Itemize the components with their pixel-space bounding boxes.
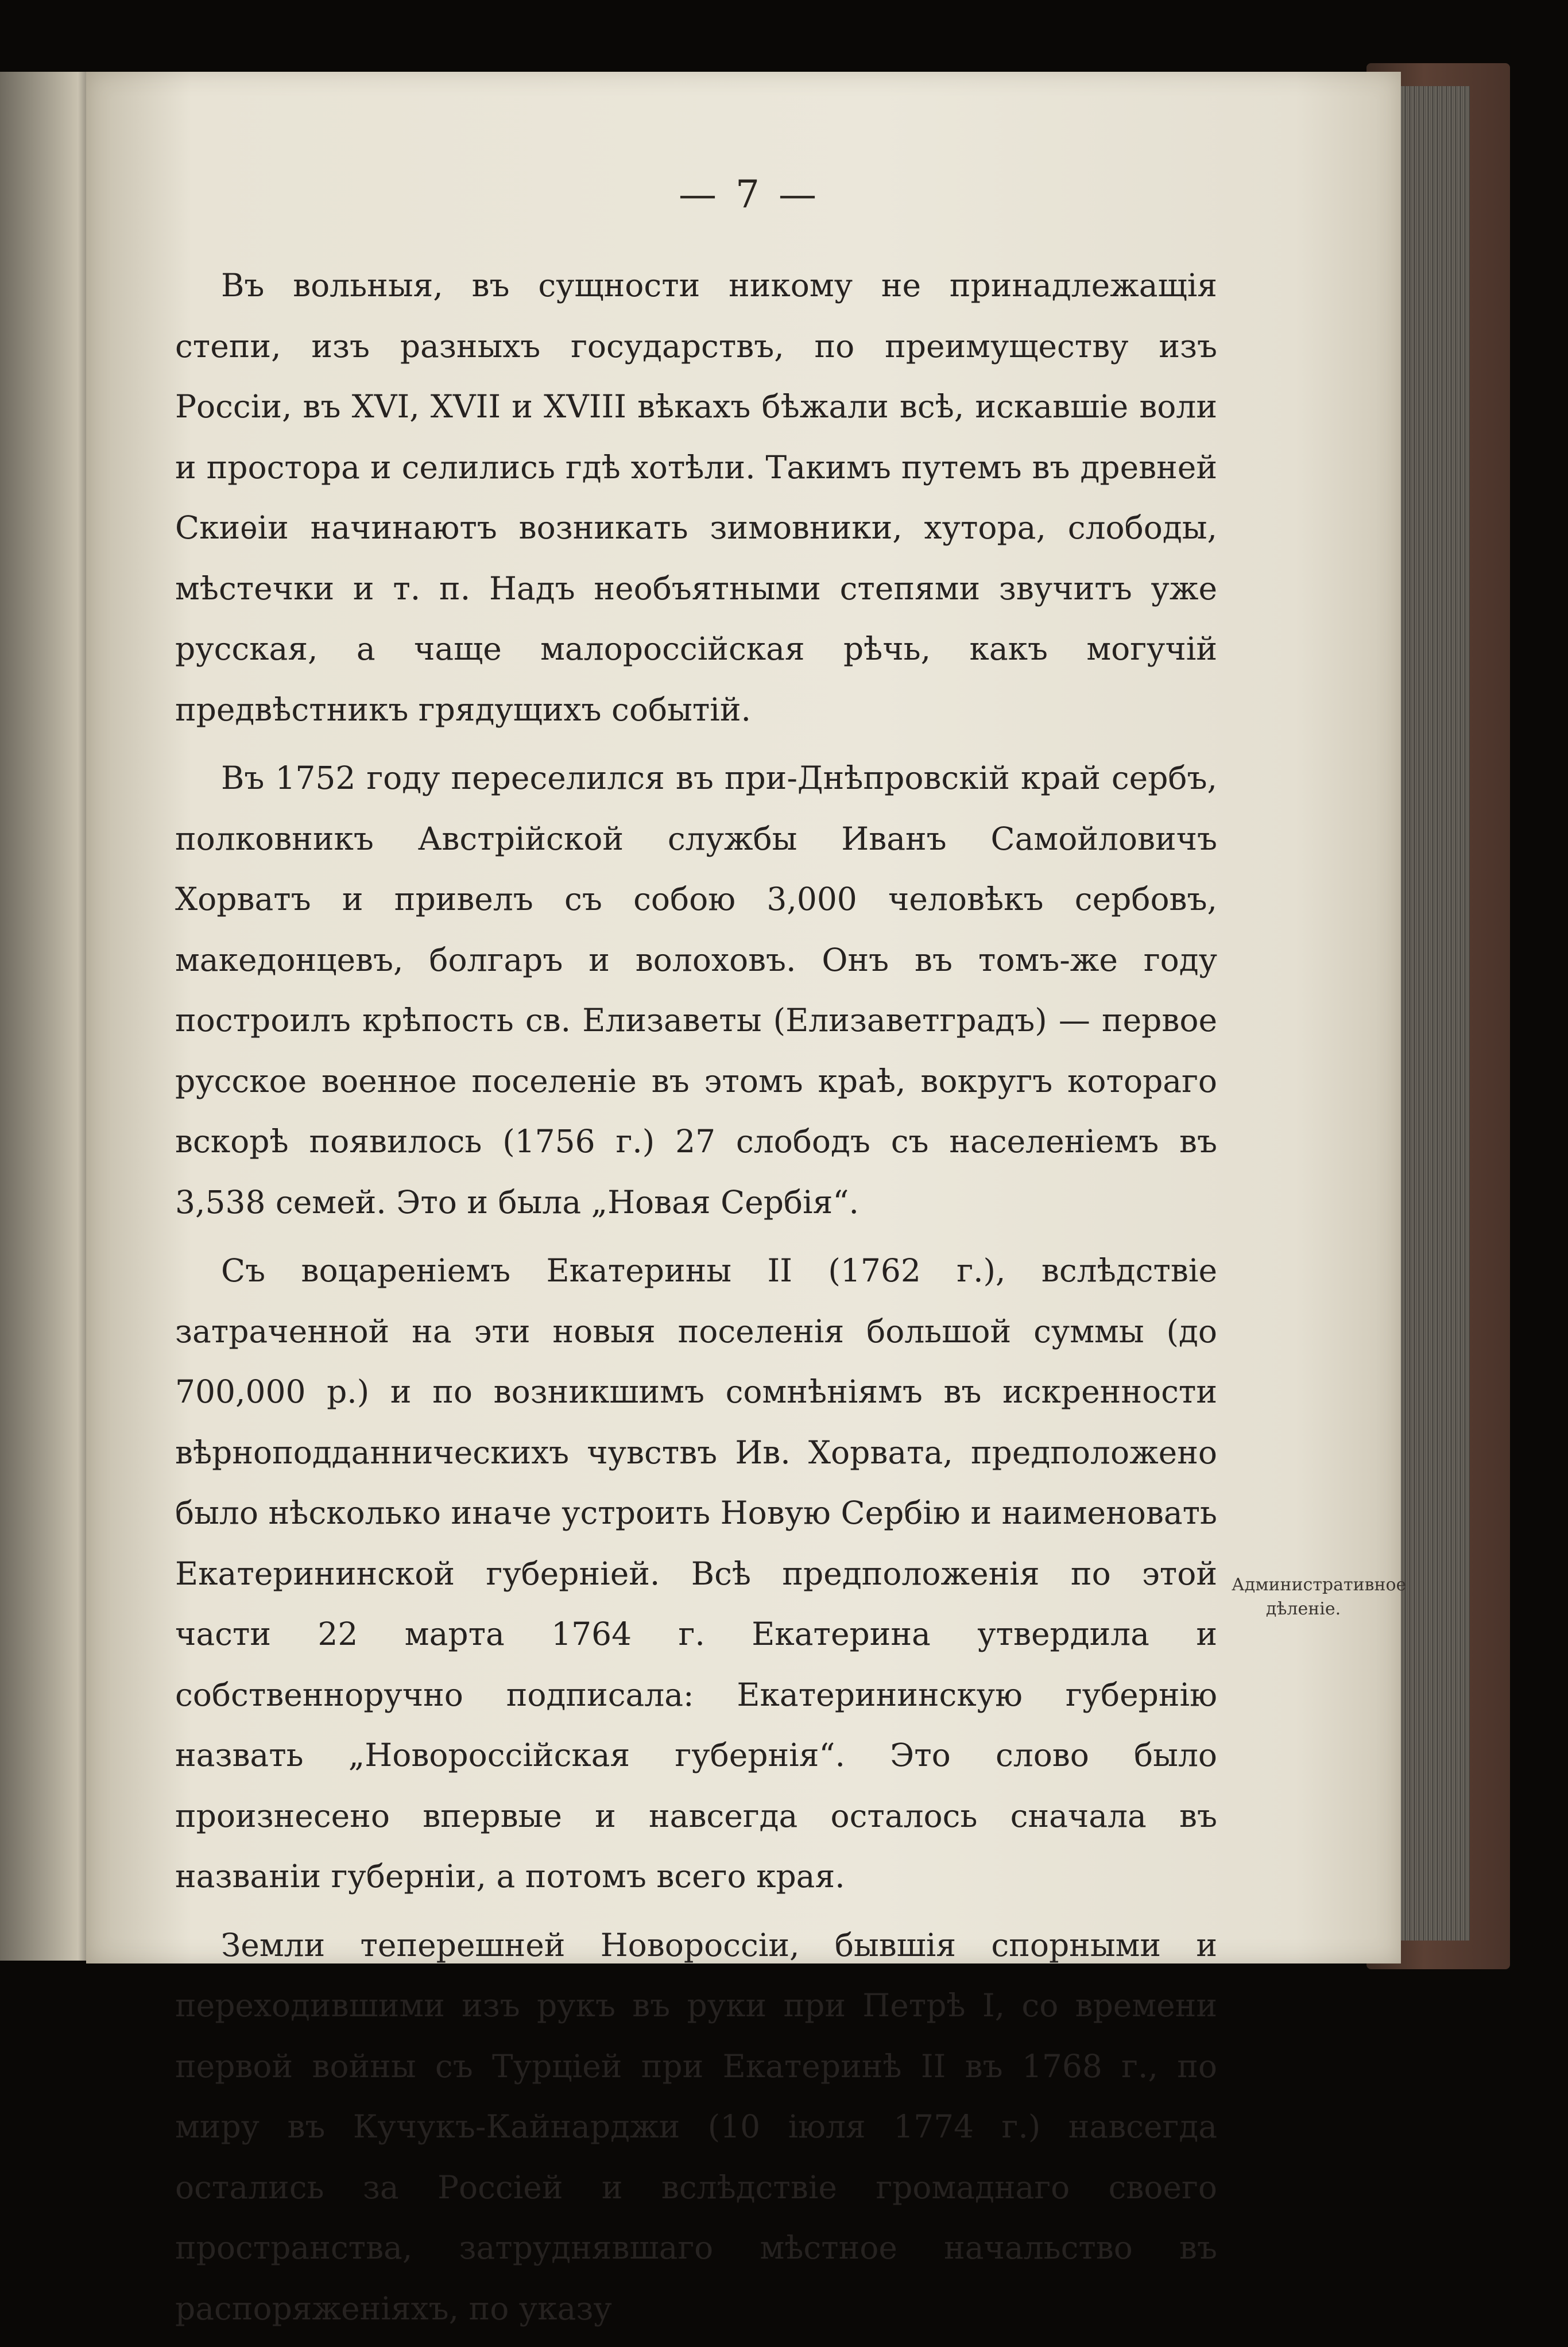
left-page-edge xyxy=(0,72,92,1961)
paragraph: Въ 1752 году переселился въ при-Днѣпровскій край сербъ, полковникъ Австрійской службы Иванъ Самойловичъ Хорватъ и привелъ съ собою 3,000 человѣкъ сербовъ, македонцевъ, болгаръ и волоховъ. Онъ въ томъ-же году построилъ крѣпость св. Елизаветы (Елизаветградъ) — первое русское военное поселеніе въ этомъ краѣ, вокругъ котораго вскорѣ появилось (1756 г.) 27 слободъ съ населеніемъ въ 3,538 семей. Это и была „Новая Сербія“. xyxy=(175,760,1217,1221)
margin-note: Административное дѣленіе. xyxy=(1232,1575,1407,1619)
paragraph: Земли теперешней Новороссіи, бывшія спорными и переходившими изъ рукъ въ руки при Петрѣ I, со времени первой войны съ Турціей при Екатеринѣ II въ 1768 г., по миру въ Кучукъ-Кайнарджи (10 іюля 1774 г.) навсегда остались за Россіей и вслѣдствіе громаднаго своего пространства, затруднявшаго мѣстное начальство въ распоряженіяхъ, по указу xyxy=(175,1926,1217,2327)
book-page xyxy=(86,72,1407,2327)
body-text xyxy=(175,255,1217,2347)
paragraph: Съ воцареніемъ Екатерины II (1762 г.), вслѣдствіе затраченной на эти новыя поселенія большой суммы (до 700,000 р.) и по возникшимъ сомнѣніямъ въ искренности вѣрноподданническихъ чувствъ Ив. Хорвата, предположено было нѣсколько иначе устроить Новую Сербію и наименовать Екатерининской губерніей. Всѣ предположенія по этой части 22 марта 1764 г. Екатерина утвердила и собственноручно подписала: Екатерининскую губернію назвать „Новороссійская губернія“. Это слово было произнесено впервые и навсегда осталось сначала въ названіи губерніи, а потомъ всего края. xyxy=(175,1252,1217,1895)
page-number: — 7 — xyxy=(679,172,820,216)
paragraph: Въ вольныя, въ сущности никому не принадлежащія степи, изъ разныхъ государствъ, по преимуществу изъ Россіи, въ XVI, XVII и XVIII вѣкахъ бѣжали всѣ, искавшіе воли и простора и селились гдѣ хотѣли. Такимъ путемъ въ древней Скиѳіи начинаютъ возникать зимовники, хутора, слободы, мѣстечки и т. п. Надъ необъятными степями звучитъ уже русская, а чаще малороссійская рѣчь, какъ могучій предвѣстникъ грядущихъ событій. xyxy=(175,267,1217,728)
